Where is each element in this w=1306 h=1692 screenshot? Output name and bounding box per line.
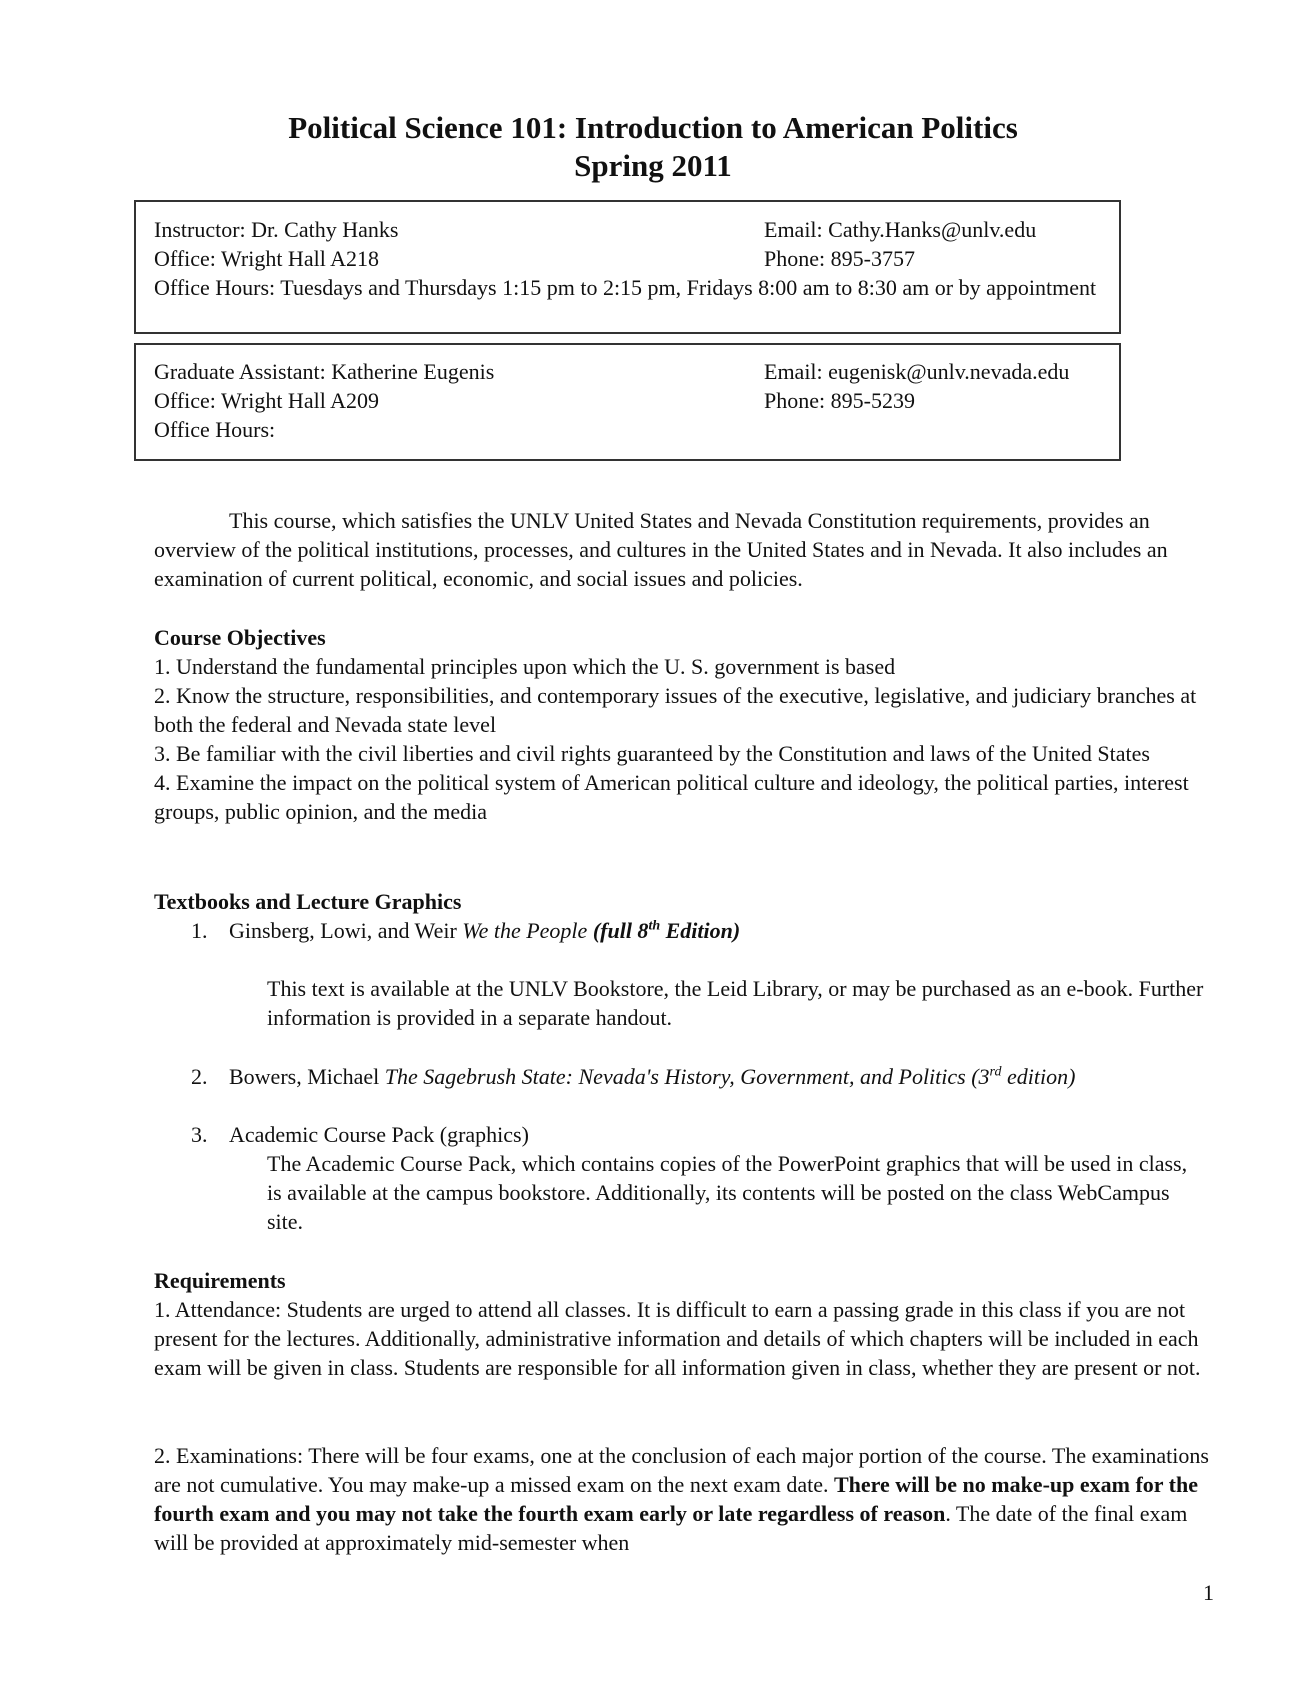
textbook-2-author: Bowers, Michael — [229, 1064, 385, 1089]
makeup-policy-warning: There will be no make-up exam for the fourth exam and you may not take the fourth exam early or late regardless of reason — [154, 1472, 1198, 1526]
textbook-1-number: 1. — [191, 918, 208, 943]
attendance-paragraph: 1. Attendance: Students are urged to attend all classes. It is difficult to earn a passing grade in this class if you are not present for the lectures. Additionally, administrative information and details of which chapters will be included in each exam will be given in class. Students are responsible for all information given in class, whether they are present or not. — [154, 1297, 1201, 1380]
textbook-1-edition: (full 8th Edition) — [587, 918, 741, 943]
textbook-2-title: The Sagebrush State: Nevada's History, Government, and Politics (3rd edition) — [384, 1064, 1076, 1089]
textbook-1-citation — [229, 916, 740, 945]
instructor-hours: Office Hours: Tuesdays and Thursdays 1:15 pm to 2:15 pm, Fridays 8:00 am to 8:30 am or by appointment — [154, 275, 1097, 300]
textbook-1-title: We the People — [462, 918, 588, 943]
textbook-3-note: The Academic Course Pack, which contains copies of the PowerPoint graphics that will be used in class, is available at the campus bookstore. Additionally, its contents will be posted on the class WebCampus site. — [267, 1151, 1188, 1234]
instructor-phone: Phone: 895-3757 — [764, 246, 915, 271]
textbooks-heading: Textbooks and Lecture Graphics — [154, 889, 462, 914]
textbook-3-number: 3. — [191, 1122, 208, 1147]
textbook-2-citation — [229, 1062, 1075, 1091]
objective-item: 4. Examine the impact on the political system of American political culture and ideology, the political parties, interest groups, public opinion, and the media — [154, 770, 1189, 824]
semester-title: Spring 2011 — [574, 148, 732, 183]
textbook-1-note: This text is available at the UNLV Bookstore, the Leid Library, or may be purchased as an e-book. Further information is provided in a separate handout. — [267, 976, 1204, 1030]
objective-item: 2. Know the structure, responsibilities, and contemporary issues of the executive, legislative, and judiciary branches at both the federal and Nevada state level — [154, 683, 1197, 737]
assistant-box — [134, 343, 1121, 461]
instructor-office: Office: Wright Hall A218 — [154, 246, 379, 271]
textbook-3-title: Academic Course Pack (graphics) — [229, 1122, 529, 1147]
instructor-email: Email: Cathy.Hanks@unlv.edu — [764, 217, 1037, 242]
page-number: 1 — [1203, 1580, 1214, 1605]
assistant-phone: Phone: 895-5239 — [764, 388, 915, 413]
objective-item: 3. Be familiar with the civil liberties and civil rights guaranteed by the Constitution and laws of the United States — [154, 741, 1150, 766]
examinations-paragraph: 2. Examinations: There will be four exams, one at the conclusion of each major portion of the course. The examinations are not cumulative. You may make-up a missed exam on the next exam date. There will be no make-up exam for the fourth exam and you may not take the fourth exam early or late regardless of reason. The date of the final exam will be provided at approximately mid-semester when — [154, 1443, 1209, 1555]
instructor-box — [134, 200, 1121, 334]
assistant-name: Graduate Assistant: Katherine Eugenis — [154, 359, 495, 384]
textbook-2-number: 2. — [191, 1064, 208, 1089]
assistant-email: Email: eugenisk@unlv.nevada.edu — [764, 359, 1070, 384]
assistant-hours: Office Hours: — [154, 417, 276, 442]
objectives-list — [154, 652, 1214, 826]
assistant-office: Office: Wright Hall A209 — [154, 388, 379, 413]
instructor-name: Instructor: Dr. Cathy Hanks — [154, 217, 399, 242]
objective-item: 1. Understand the fundamental principles upon which the U. S. government is based — [154, 654, 896, 679]
requirements-heading: Requirements — [154, 1268, 286, 1293]
intro-paragraph: This course, which satisfies the UNLV United States and Nevada Constitution requirements, provides an overview of the political institutions, processes, and cultures in the United States and in Nevada. It also includes an examination of current political, economic, and social issues and policies. — [154, 508, 1168, 591]
objectives-heading: Course Objectives — [154, 625, 326, 650]
textbook-1-author: Ginsberg, Lowi, and Weir — [229, 918, 463, 943]
course-title: Political Science 101: Introduction to American Politics — [288, 110, 1018, 145]
